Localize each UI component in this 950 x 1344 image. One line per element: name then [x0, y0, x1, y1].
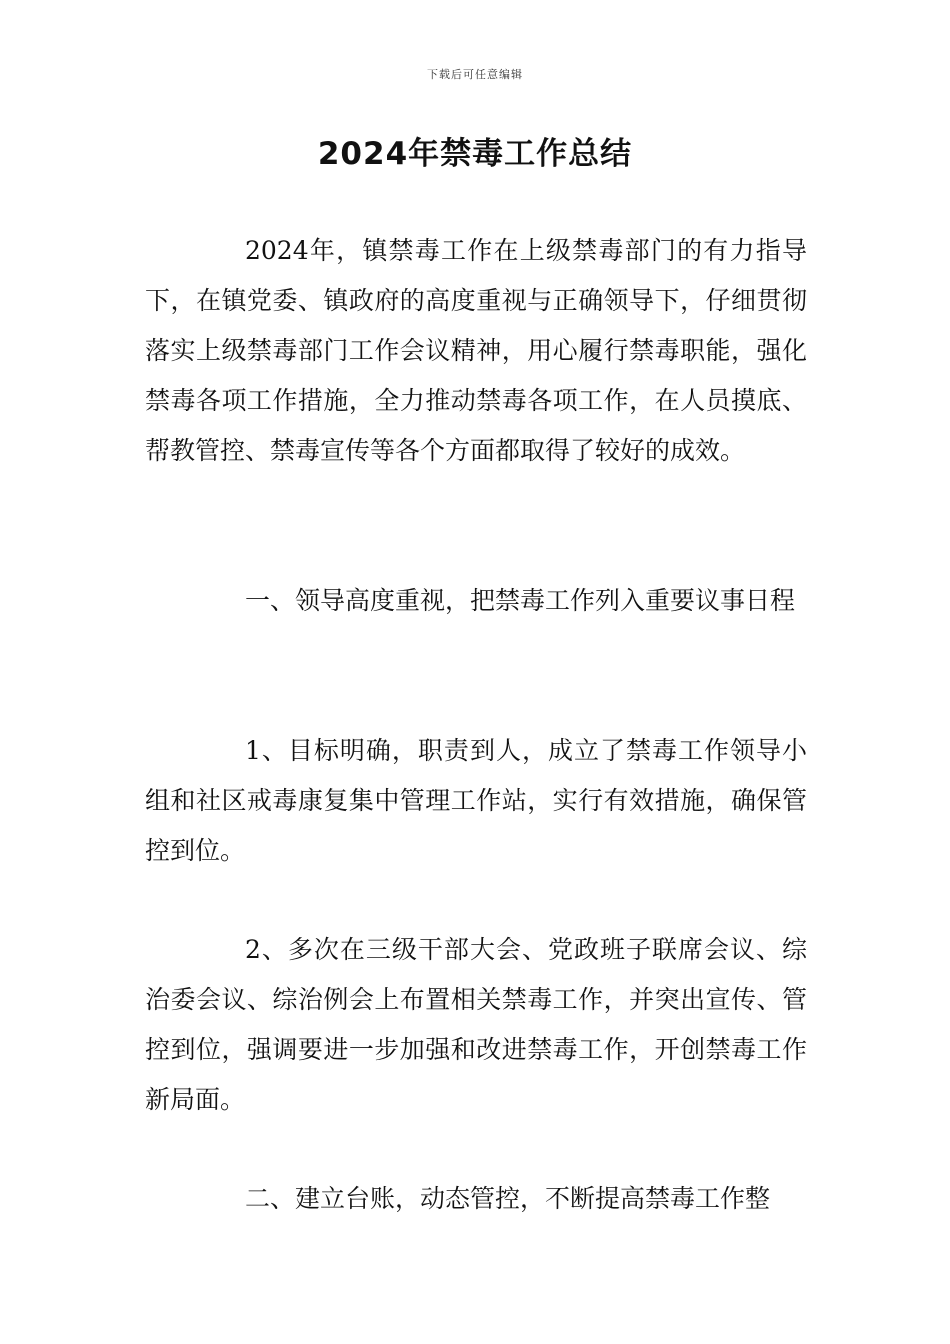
page-title: 2024年禁毒工作总结 — [317, 136, 633, 172]
section-heading-2: 二、建立台账，动态管控，不断提高禁毒工作整 — [245, 1184, 771, 1213]
paragraph-item-1: 1、目标明确，职责到人，成立了禁毒工作领导小组和社区戒毒康复集中管理工作站，实行有效措施，确保管控到位。 — [145, 736, 807, 865]
section-heading-1: 一、领导高度重视，把禁毒工作列入重要议事日程 — [245, 586, 796, 615]
paragraph-intro: 2024年，镇禁毒工作在上级禁毒部门的有力指导下，在镇党委、镇政府的高度重视与正确领导下，仔细贯彻落实上级禁毒部门工作会议精神，用心履行禁毒职能，强化禁毒各项工作措施，全力推动禁毒各项工作，在人员摸底、帮教管控、禁毒宣传等各个方面都取得了较好的成效。 — [145, 236, 807, 465]
header-note: 下载后可任意编辑 — [427, 68, 523, 81]
paragraph-item-2: 2、多次在三级干部大会、党政班子联席会议、综治委会议、综治例会上布置相关禁毒工作，并突出宣传、管控到位，强调要进一步加强和改进禁毒工作，开创禁毒工作新局面。 — [145, 935, 807, 1114]
